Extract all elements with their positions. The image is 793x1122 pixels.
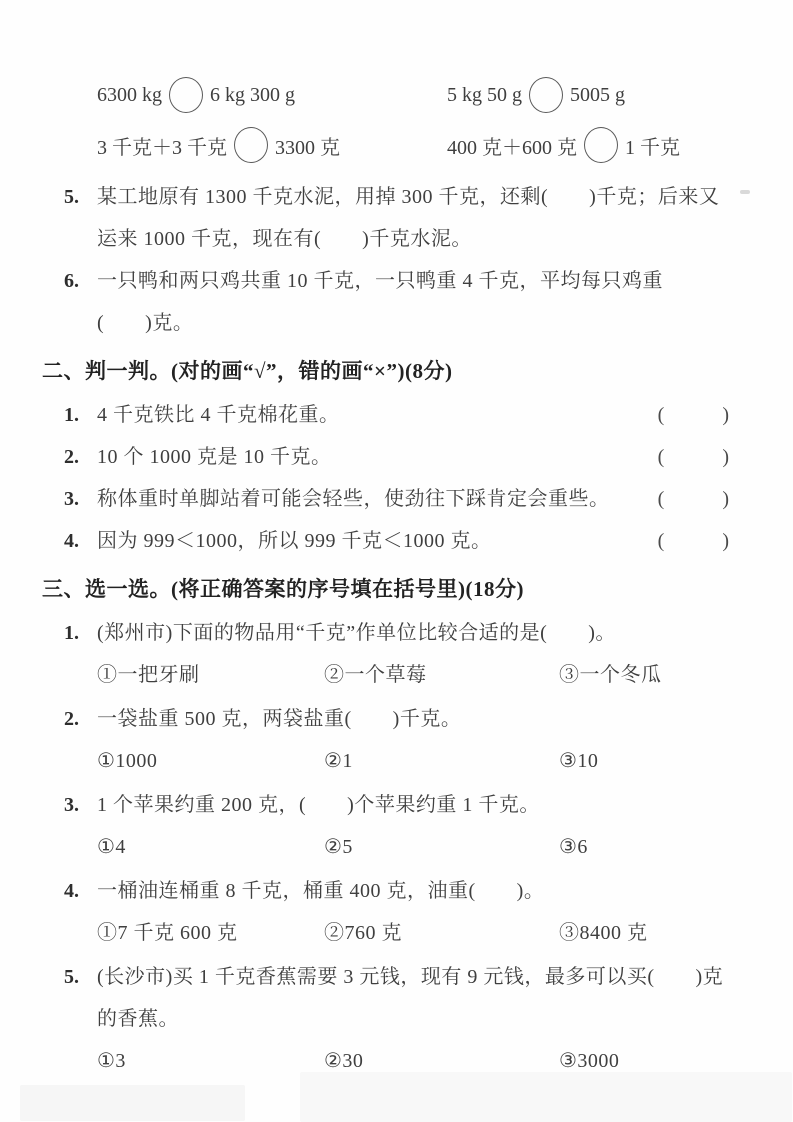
compare-row-2 xyxy=(97,120,765,170)
section-header-judge: 二、判一判。(对的画“√”，错的画“×”)(8分) xyxy=(42,359,453,383)
question-text: 一只鸭和两只鸡共重 10 千克，一只鸭重 4 千克，平均每只鸡重 xyxy=(97,270,663,292)
compare-left-value: 6300 kg xyxy=(97,83,162,106)
question-text: 10 个 1000 克是 10 千克。 xyxy=(97,446,332,468)
question-number: 5. xyxy=(64,966,79,988)
choose-question-1 xyxy=(64,612,765,696)
question-text: 1 个苹果约重 200 克，( )个苹果约重 1 千克。 xyxy=(97,794,540,816)
question-text: 因为 999＜1000，所以 999 千克＜1000 克。 xyxy=(97,530,492,552)
compare-right-value: 5005 g xyxy=(570,83,625,106)
option-1: ①4 xyxy=(97,836,126,858)
option-2: ②30 xyxy=(324,1050,364,1072)
option-2: ②一个草莓 xyxy=(324,664,427,686)
comparison-circle xyxy=(584,127,618,163)
fill-question-6 xyxy=(64,260,765,344)
option-2: ②1 xyxy=(324,750,353,772)
compare-problem xyxy=(97,77,447,113)
options-row xyxy=(97,912,765,954)
option-3: ③8400 克 xyxy=(559,922,648,944)
section-header-choose: 三、选一选。(将正确答案的序号填在括号里)(18分) xyxy=(42,577,524,601)
compare-problem xyxy=(97,127,447,163)
option-1: ①3 xyxy=(97,1050,126,1072)
choose-question-4 xyxy=(64,870,765,954)
answer-blank: ( ) xyxy=(657,530,735,552)
question-text: 运来 1000 千克，现在有( )千克水泥。 xyxy=(97,228,472,250)
comparison-circle xyxy=(169,77,203,113)
question-text: 一袋盐重 500 克，两袋盐重( )千克。 xyxy=(97,708,462,730)
question-text: (郑州市)下面的物品用“千克”作单位比较合适的是( )。 xyxy=(97,622,616,644)
option-3: ③10 xyxy=(559,750,599,772)
compare-problem xyxy=(447,77,625,113)
compare-right-value: 3300 克 xyxy=(275,136,340,159)
scan-artifact xyxy=(20,1085,245,1121)
option-2: ②760 克 xyxy=(324,922,402,944)
question-number: 2. xyxy=(64,446,79,468)
options-row xyxy=(97,654,765,696)
question-text: 4 千克铁比 4 千克棉花重。 xyxy=(97,404,340,426)
option-1: ①1000 xyxy=(97,750,158,772)
question-text: 一桶油连桶重 8 千克，桶重 400 克，油重( )。 xyxy=(97,880,545,902)
question-text: 称体重时单脚站着可能会轻些，使劲往下踩肯定会重些。 xyxy=(97,488,610,510)
compare-left-value: 3 千克＋3 千克 xyxy=(97,136,227,159)
comparison-circle xyxy=(529,77,563,113)
question-number: 2. xyxy=(64,708,79,730)
option-3: ③一个冬瓜 xyxy=(559,664,662,686)
options-row xyxy=(97,826,765,868)
choose-question-2 xyxy=(64,698,765,782)
judge-question-2 xyxy=(64,436,765,478)
option-1: ①7 千克 600 克 xyxy=(97,922,238,944)
answer-blank: ( ) xyxy=(657,446,735,468)
judge-question-1 xyxy=(64,394,765,436)
question-number: 1. xyxy=(64,404,79,426)
judge-question-3 xyxy=(64,478,765,520)
question-number: 1. xyxy=(64,622,79,644)
compare-left-value: 5 kg 50 g xyxy=(447,83,522,106)
fill-question-5 xyxy=(64,176,765,260)
question-text: ( )克。 xyxy=(97,312,194,334)
question-text: (长沙市)买 1 千克香蕉需要 3 元钱，现有 9 元钱，最多可以买( )克 xyxy=(97,966,724,988)
compare-left-value: 400 克＋600 克 xyxy=(447,136,577,159)
options-row xyxy=(97,740,765,782)
scan-artifact xyxy=(300,1072,792,1122)
option-1: ①一把牙刷 xyxy=(97,664,200,686)
option-2: ②5 xyxy=(324,836,353,858)
question-number: 4. xyxy=(64,880,79,902)
question-number: 4. xyxy=(64,530,79,552)
question-number: 5. xyxy=(64,186,79,208)
judge-question-4 xyxy=(64,520,765,562)
comparison-circle xyxy=(234,127,268,163)
compare-right-value: 1 千克 xyxy=(625,136,680,159)
answer-blank: ( ) xyxy=(657,404,735,426)
compare-row-1 xyxy=(97,70,765,120)
question-text: 某工地原有 1300 千克水泥，用掉 300 千克，还剩( )千克；后来又 xyxy=(97,186,720,208)
question-number: 3. xyxy=(64,794,79,816)
question-number: 6. xyxy=(64,270,79,292)
choose-question-5 xyxy=(64,956,765,1082)
compare-right-value: 6 kg 300 g xyxy=(210,83,295,106)
answer-blank: ( ) xyxy=(657,488,735,510)
question-number: 3. xyxy=(64,488,79,510)
question-text: 的香蕉。 xyxy=(97,1008,179,1030)
choose-question-3 xyxy=(64,784,765,868)
compare-problem xyxy=(447,127,680,163)
option-3: ③6 xyxy=(559,836,588,858)
option-3: ③3000 xyxy=(559,1050,620,1072)
scan-artifact xyxy=(740,190,750,194)
